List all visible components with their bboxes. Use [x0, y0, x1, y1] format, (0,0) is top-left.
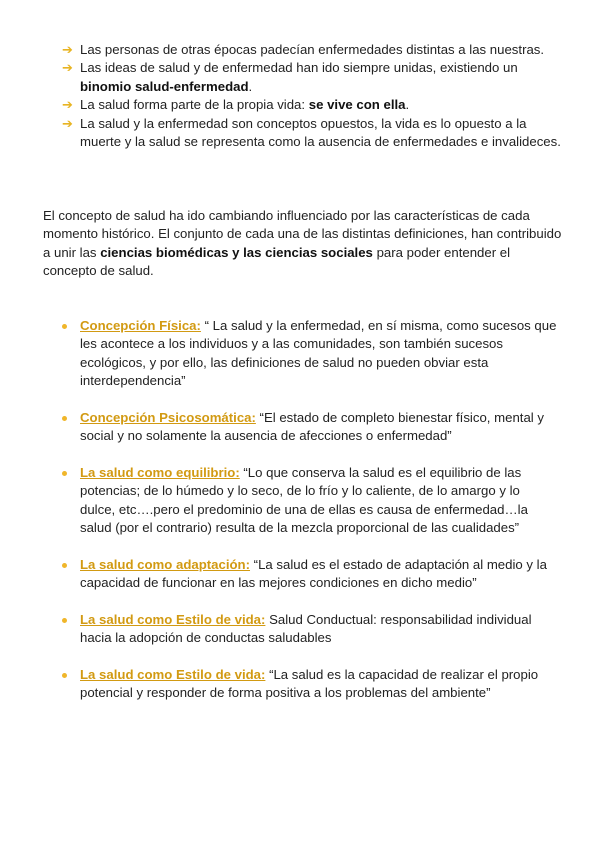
concept-item [62, 409, 557, 446]
arrow-list-item: ➔ Las ideas de salud y de enfermedad han ido siempre unidas, existiendo un binomio salud-enfermedad. [62, 60, 518, 94]
concept-text: “La salud es el estado de adaptación al medio y la capacidad de funcionar en las mejores condiciones en dicho medio” [80, 556, 547, 591]
bullet-dot-icon [62, 563, 67, 568]
bullet-dot-icon [62, 324, 67, 329]
arrow-right-icon: ➔ [62, 42, 73, 57]
arrow-right-icon: ➔ [62, 60, 73, 76]
concept-term: La salud como equilibrio: [80, 464, 240, 480]
arrow-list-item: ➔ Las personas de otras épocas padecían enfermedades distintas a las nuestras. [62, 41, 562, 59]
bullet-dot-icon [62, 471, 67, 476]
bullet-dot-icon [62, 416, 67, 421]
concept-term: La salud como Estilo de vida: [80, 611, 266, 627]
bold-phrase: ciencias biomédicas y las ciencias sociales [100, 244, 373, 260]
concept-term: Concepción Psicosomática: [80, 409, 256, 425]
arrow-list [62, 41, 562, 151]
concept-item [62, 556, 557, 593]
concept-text: “ La salud y la enfermedad, en sí misma, como sucesos que les acontece a los individuos y a las comunidades, son también sucesos ecológicos, y por ello, las definiciones de salud no pueden obviar esta interdependencia” [80, 318, 557, 389]
concept-item [62, 317, 557, 391]
concept-item [62, 611, 557, 648]
arrow-list-item: ➔ La salud forma parte de la propia vida: se vive con ella. [62, 96, 562, 114]
bold-phrase: binomio salud-enfermedad [80, 78, 249, 94]
concept-item [62, 666, 557, 703]
concept-text: “La salud es la capacidad de realizar el propio potencial y responder de forma positiva a los problemas del ambiente” [80, 666, 539, 701]
concept-text: Salud Conductual: responsabilidad individual hacia la adopción de conductas saludables [80, 611, 532, 646]
arrow-list-item: ➔ La salud y la enfermedad son conceptos opuestos, la vida es lo opuesto a la muerte y la salud se representa como la ausencia de enfermedades e invalideces. [62, 115, 561, 150]
bold-phrase: se vive con ella [308, 97, 406, 113]
arrow-right-icon: ➔ [62, 97, 73, 113]
concept-item [62, 464, 557, 538]
concept-term: Concepción Física: [80, 318, 201, 333]
concept-text: “Lo que conserva la salud es el equilibrio de las potencias; de lo húmedo y lo seco, de lo frío y lo caliente, de lo amargo y lo dulce, etc….pero el predominio de una de ellas es causa de enfermedad…la salud (por el contrario) resulta de la mezcla proporcional de las cualidades” [80, 464, 528, 536]
concept-text: “El estado de completo bienestar físico, mental y social y no solamente la ausencia de afecciones o enfermedad” [80, 409, 544, 444]
bullet-dot-icon [62, 618, 67, 623]
concepts-list [62, 317, 557, 721]
concept-term: La salud como adaptación: [80, 556, 251, 572]
arrow-right-icon: ➔ [62, 115, 73, 131]
intro-paragraph: El concepto de salud ha ido cambiando influenciado por las características de cada momento histórico. El conjunto de cada una de las distintas definiciones, han contribuido a unir las ciencias biomédicas y las ciencias sociales para poder entender el concepto de salud. [43, 208, 562, 279]
bullet-dot-icon [62, 673, 67, 678]
concept-term: La salud como Estilo de vida: [80, 666, 266, 682]
